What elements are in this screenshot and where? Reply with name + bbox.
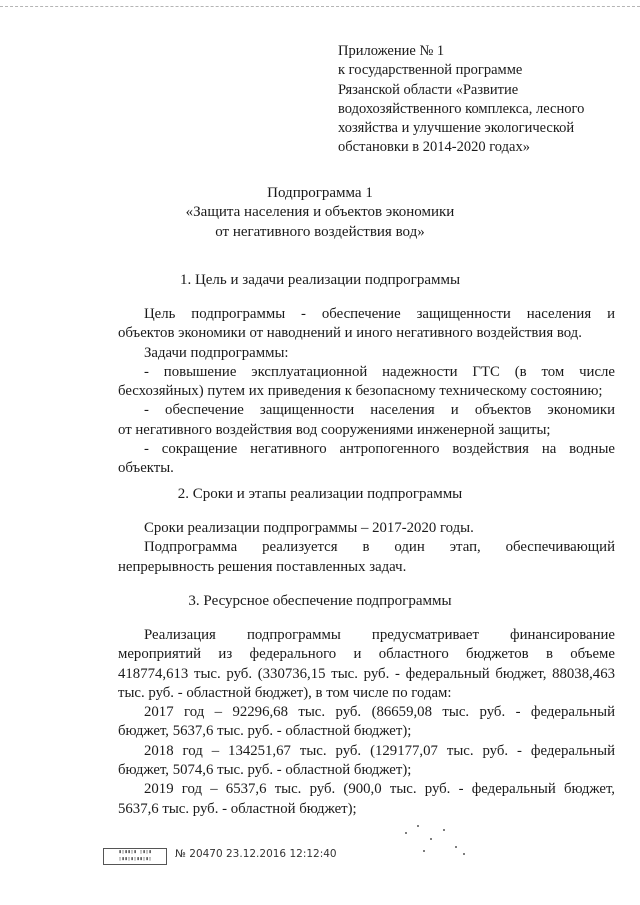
goal-line: объектов экономики от наводнений и иного негативного воздействия вод. <box>118 325 582 342</box>
scan-top-edge <box>0 6 640 8</box>
year-2019-line: 5637,6 тыс. руб. - областной бюджет); <box>118 800 357 817</box>
task-line: объекты. <box>118 460 174 477</box>
appendix-line: к государственной программе <box>338 62 523 79</box>
task-line: - повышение эксплуатационной надежности ГТС (в том числе <box>144 363 615 380</box>
year-2018-line: бюджет, 5074,6 тыс. руб. - областной бюджет); <box>118 762 412 779</box>
document-registration-number: № 20470 23.12.2016 12:12:40 <box>175 848 337 860</box>
terms-line: Сроки реализации подпрограммы – 2017-2020 годы. <box>144 520 474 536</box>
subprogram-number: Подпрограмма 1 <box>267 185 373 201</box>
goal-line: Цель подпрограммы - обеспечение защищенности населения и <box>144 306 615 322</box>
section1-heading: 1. Цель и задачи реализации подпрограммы <box>179 272 461 288</box>
stage-line: непрерывность решения поставленных задач. <box>118 558 407 575</box>
funding-line: Реализация подпрограммы предусматривает финансирование <box>144 627 615 643</box>
section2-heading: 2. Сроки и этапы реализации подпрограммы <box>177 486 463 502</box>
task-line: - обеспечение защищенности населения и объектов экономики <box>144 402 615 419</box>
stage-line: Подпрограмма реализуется в один этап, обеспечивающий <box>144 539 615 556</box>
funding-line: мероприятий из федерального и областного бюджетов в объеме <box>118 646 615 663</box>
section1-body <box>118 305 615 479</box>
funding-line: тыс. руб. - областной бюджет), в том числе по годам: <box>118 684 452 701</box>
appendix-line: водохозяйственного комплекса, лесного <box>338 100 585 117</box>
year-2019-line: 2019 год – 6537,6 тыс. руб. (900,0 тыс. руб. - федеральный бюджет, <box>144 781 615 798</box>
appendix-line: хозяйства и улучшение экологической <box>338 120 575 137</box>
scan-noise <box>395 820 475 860</box>
appendix-line: Приложение № 1 <box>338 43 445 59</box>
appendix-line: обстановки в 2014-2020 годах» <box>338 139 530 156</box>
appendix-header <box>338 42 628 158</box>
appendix-line: Рязанской области «Развитие <box>338 81 519 98</box>
year-2017-line: 2017 год – 92296,68 тыс. руб. (86659,08 тыс. руб. - федеральный <box>144 704 615 721</box>
section3-heading: 3. Ресурсное обеспечение подпрограммы <box>188 593 452 609</box>
task-line: от негативного воздействия вод сооружениями инженерной защиты; <box>118 421 551 438</box>
task-line: бесхозяйных) путем их приведения к безопасному техническому состоянию; <box>118 383 603 400</box>
section2-body <box>118 519 615 577</box>
year-2017-line: бюджет, 5637,6 тыс. руб. - областной бюджет); <box>118 723 412 740</box>
registry-stamp-icon: ▮▯▮▮▯▮ ▯▮▯▮ ▯▮▮▯▮▯▮▮▯▮▯ <box>103 848 167 865</box>
section3-body <box>118 626 615 819</box>
subprogram-title <box>0 184 640 242</box>
funding-line: 418774,613 тыс. руб. (330736,15 тыс. руб. - федеральный бюджет, 88038,463 <box>118 665 615 682</box>
task-line: - сокращение негативного антропогенного воздействия на водные <box>144 441 615 458</box>
year-2018-line: 2018 год – 134251,67 тыс. руб. (129177,07 тыс. руб. - федеральный <box>144 742 615 759</box>
tasks-title: Задачи подпрограммы: <box>144 344 289 361</box>
subprogram-name-line2: от негативного воздействия вод» <box>215 223 425 240</box>
subprogram-name-line1: «Защита населения и объектов экономики <box>185 204 455 221</box>
